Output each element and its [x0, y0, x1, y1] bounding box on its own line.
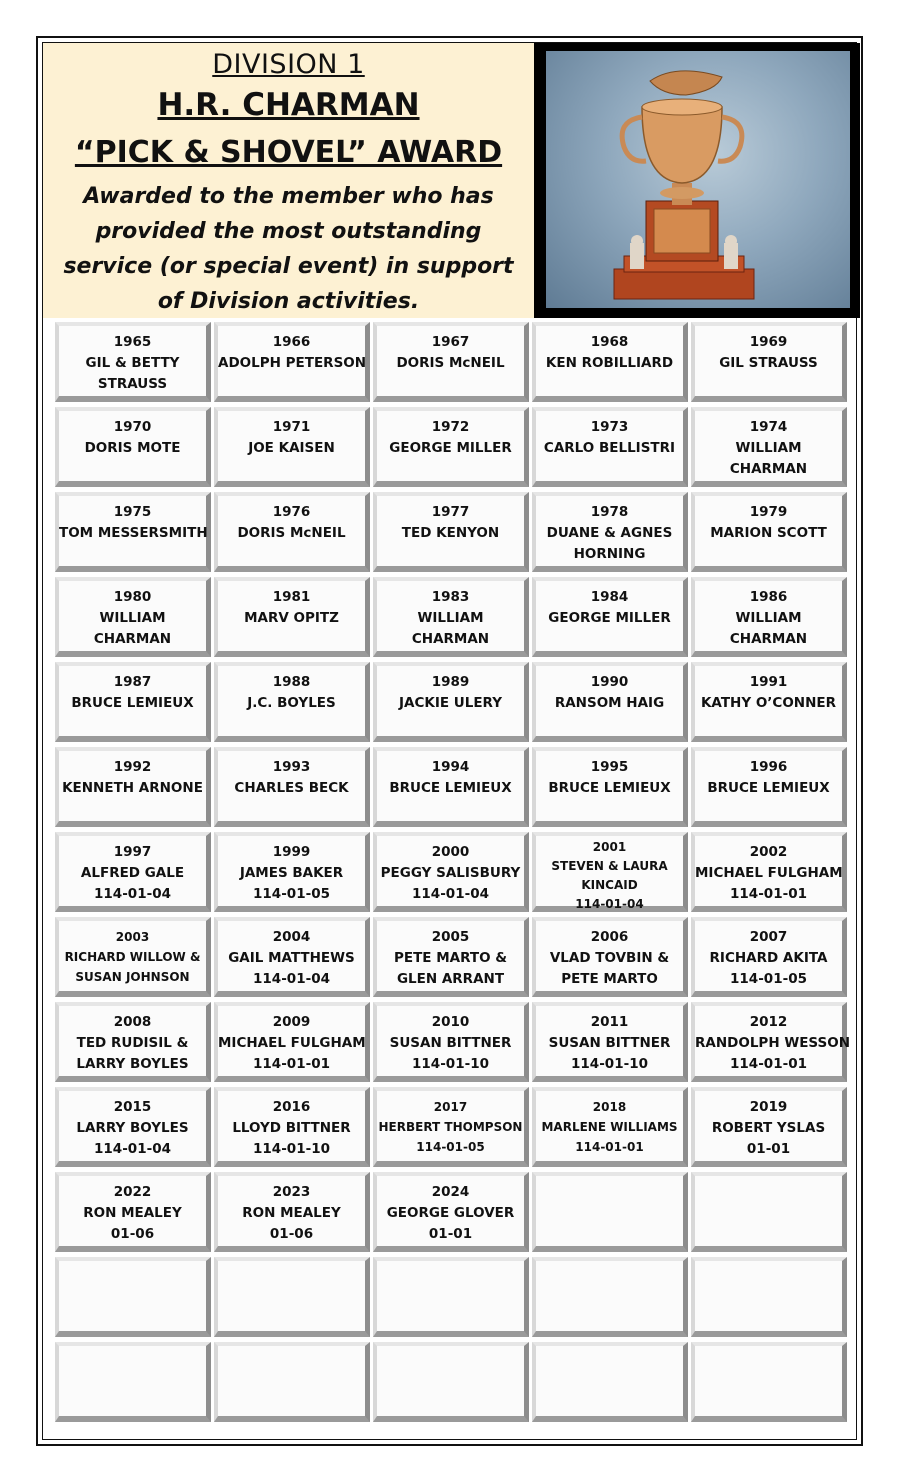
award-recipient: 114-01-04 — [575, 897, 644, 911]
award-cell-text — [536, 1006, 683, 1075]
award-cell-text — [218, 1261, 365, 1267]
award-recipient: KATHY O’CONNER — [700, 695, 837, 711]
award-cell-text — [218, 1091, 365, 1160]
award-cell-text — [377, 751, 524, 799]
award-cell-text — [218, 1346, 365, 1352]
award-recipient: BRUCE LEMIEUX — [71, 695, 194, 711]
award-year: 2004 — [272, 929, 311, 945]
award-year: 2024 — [431, 1184, 470, 1200]
award-recipient: DORIS McNEIL — [237, 525, 346, 541]
award-year: 2006 — [590, 929, 629, 945]
award-cell-text — [218, 836, 365, 905]
award-recipient: JAMES BAKER — [239, 865, 344, 881]
award-cell — [55, 1087, 211, 1167]
award-recipient: MARLENE WILLIAMS — [541, 1120, 678, 1134]
award-year: 2010 — [431, 1014, 470, 1030]
award-cell-empty — [532, 1342, 688, 1422]
award-recipient: TOM MESSERSMITH — [59, 525, 208, 541]
award-recipient: 114-01-04 — [412, 886, 489, 902]
award-recipient: DUANE & AGNES — [546, 525, 673, 541]
award-recipient: 114-01-04 — [253, 971, 330, 987]
award-cell-text — [695, 411, 842, 480]
award-year: 1974 — [749, 419, 788, 435]
award-recipient: PEGGY SALISBURY — [380, 865, 521, 881]
award-recipient: STEVEN & LAURA — [551, 859, 668, 873]
trophy-photo-background — [546, 51, 850, 308]
award-recipient: MARV OPITZ — [244, 610, 339, 626]
award-year: 1995 — [590, 759, 629, 775]
award-recipient: LLOYD BITTNER — [232, 1120, 351, 1136]
award-cell-text — [536, 1176, 683, 1182]
award-year: 2005 — [431, 929, 470, 945]
award-cell-text — [377, 496, 524, 544]
award-cell-text — [59, 496, 206, 544]
award-recipient: PETE MARTO & — [393, 950, 508, 966]
award-year: 2001 — [592, 840, 627, 854]
award-recipient: 01-06 — [110, 1226, 155, 1242]
award-year: 2019 — [749, 1099, 788, 1115]
award-recipient: LARRY BOYLES — [76, 1056, 189, 1072]
award-cell-text — [59, 1261, 206, 1267]
award-cell-text — [59, 1346, 206, 1352]
award-recipient: TED KENYON — [401, 525, 500, 541]
award-cell-text — [695, 1006, 851, 1075]
award-cell — [214, 917, 370, 997]
award-cell — [691, 1087, 847, 1167]
award-recipient: RON MEALEY — [242, 1205, 341, 1221]
award-cell-empty — [532, 1257, 688, 1337]
award-cell-text — [218, 581, 365, 629]
award-year: 1999 — [272, 844, 311, 860]
award-cell-text — [536, 921, 683, 990]
award-year: 1976 — [272, 504, 311, 520]
award-cell — [214, 832, 370, 912]
award-title: “PICK & SHOVEL” AWARD — [74, 135, 503, 170]
award-year: 2012 — [749, 1014, 788, 1030]
award-recipient: CHARLES BECK — [234, 780, 349, 796]
award-cell-text — [377, 1346, 524, 1352]
award-cell — [214, 747, 370, 827]
award-cell — [691, 407, 847, 487]
award-board-inner — [42, 42, 857, 1440]
award-cell — [55, 577, 211, 657]
award-year: 1984 — [590, 589, 629, 605]
award-year: 1980 — [113, 589, 152, 605]
award-cell — [373, 747, 529, 827]
award-cell — [214, 1002, 370, 1082]
award-cell — [373, 832, 529, 912]
award-cell — [532, 1087, 688, 1167]
award-cell-empty — [691, 1342, 847, 1422]
award-cell-text — [695, 666, 842, 714]
award-recipient: 01-01 — [428, 1226, 473, 1242]
award-recipient: KEN ROBILLIARD — [545, 355, 674, 371]
award-cell-empty — [55, 1257, 211, 1337]
award-cell-empty — [373, 1342, 529, 1422]
award-recipient: GIL & BETTY — [85, 355, 180, 371]
award-recipient: J.C. BOYLES — [247, 695, 336, 711]
award-year: 2003 — [115, 930, 150, 944]
award-cell-text — [59, 666, 206, 714]
award-cell-text — [59, 751, 206, 799]
award-cell-empty — [214, 1257, 370, 1337]
award-cell — [691, 662, 847, 742]
award-cell-text — [59, 411, 206, 459]
award-cell-text — [536, 751, 683, 799]
award-year: 2002 — [749, 844, 788, 860]
award-cell-text — [536, 666, 683, 714]
award-cell-text — [59, 836, 206, 905]
award-cell-text — [695, 751, 842, 799]
award-recipient: TED RUDISIL & — [76, 1035, 189, 1051]
award-cell-empty — [691, 1257, 847, 1337]
award-recipient: MARION SCOTT — [710, 525, 827, 541]
award-recipient: DORIS McNEIL — [396, 355, 505, 371]
award-recipient: WILLIAM — [735, 610, 802, 626]
award-cell-text — [695, 1261, 842, 1267]
award-recipient: SUSAN JOHNSON — [75, 970, 190, 984]
award-year: 1989 — [431, 674, 470, 690]
award-recipient: 114-01-01 — [730, 1056, 807, 1072]
award-year: 2016 — [272, 1099, 311, 1115]
award-cell-text — [536, 326, 683, 374]
award-year: 2022 — [113, 1184, 152, 1200]
award-cell — [532, 577, 688, 657]
award-recipient: SUSAN BITTNER — [548, 1035, 671, 1051]
award-year: 2018 — [592, 1100, 627, 1114]
award-year: 1990 — [590, 674, 629, 690]
award-year: 1965 — [113, 334, 152, 350]
award-cell — [55, 747, 211, 827]
award-year: 2007 — [749, 929, 788, 945]
award-cell — [55, 407, 211, 487]
award-recipient: CHARMAN — [729, 461, 808, 477]
award-recipient: ADOLPH PETERSON — [218, 355, 367, 371]
award-recipient: VLAD TOVBIN & — [549, 950, 670, 966]
award-recipient: BRUCE LEMIEUX — [548, 780, 671, 796]
award-recipient: CHARMAN — [411, 631, 490, 647]
award-year: 2011 — [590, 1014, 629, 1030]
award-year: 1981 — [272, 589, 311, 605]
award-cell-text — [536, 836, 683, 914]
award-cell — [532, 1002, 688, 1082]
award-recipient: PETE MARTO — [561, 971, 658, 987]
award-recipient: 114-01-10 — [571, 1056, 648, 1072]
award-recipient: RICHARD AKITA — [709, 950, 828, 966]
award-cell-text — [377, 921, 524, 990]
award-cell — [532, 747, 688, 827]
award-cell — [373, 407, 529, 487]
award-recipient: 114-01-01 — [575, 1140, 644, 1154]
award-cell — [373, 577, 529, 657]
award-cell-text — [695, 581, 842, 650]
award-cell-text — [536, 411, 683, 459]
award-cell — [373, 917, 529, 997]
award-cell-empty — [373, 1257, 529, 1337]
award-year: 2009 — [272, 1014, 311, 1030]
award-cell-text — [218, 326, 365, 374]
award-recipient: 114-01-04 — [94, 1141, 171, 1157]
award-cell-text — [695, 921, 842, 990]
award-header — [43, 43, 534, 318]
award-recipient: LARRY BOYLES — [76, 1120, 189, 1136]
award-cell-text — [218, 1176, 365, 1245]
award-cell-text — [695, 496, 842, 544]
award-recipient: STRAUSS — [97, 376, 168, 392]
award-year: 1979 — [749, 504, 788, 520]
award-cell — [691, 917, 847, 997]
award-cell-text — [695, 1176, 842, 1182]
award-year: 1972 — [431, 419, 470, 435]
award-cell-empty — [691, 1172, 847, 1252]
award-cell-text — [377, 836, 524, 905]
award-cell — [214, 1172, 370, 1252]
award-cell-text — [377, 326, 524, 374]
award-cell — [55, 322, 211, 402]
award-year: 1988 — [272, 674, 311, 690]
award-cell — [691, 492, 847, 572]
award-cell-text — [377, 1006, 524, 1075]
award-cell-text — [536, 581, 683, 629]
award-recipient: MICHAEL FULGHAM — [218, 1035, 366, 1051]
award-cell — [214, 662, 370, 742]
award-recipient: CHARMAN — [93, 631, 172, 647]
award-cell-text — [536, 496, 683, 565]
award-cell-text — [59, 326, 206, 395]
award-year: 2008 — [113, 1014, 152, 1030]
award-year: 2000 — [431, 844, 470, 860]
award-cell — [691, 832, 847, 912]
award-cell — [373, 1087, 529, 1167]
award-year: 1968 — [590, 334, 629, 350]
award-recipient: WILLIAM — [99, 610, 166, 626]
award-cell-text — [695, 326, 842, 374]
award-cell-text — [218, 921, 365, 990]
award-year: 1978 — [590, 504, 629, 520]
award-cell — [373, 1172, 529, 1252]
award-recipient: KINCAID — [581, 878, 638, 892]
award-cell-text — [218, 411, 365, 459]
award-recipient: GAIL MATTHEWS — [228, 950, 355, 966]
award-cell-text — [695, 1346, 842, 1352]
award-year: 1991 — [749, 674, 788, 690]
award-cell — [55, 492, 211, 572]
award-recipient: MICHAEL FULGHAM — [695, 865, 843, 881]
award-cell-text — [377, 1261, 524, 1267]
award-recipient: 01-06 — [269, 1226, 314, 1242]
award-recipient: BRUCE LEMIEUX — [389, 780, 512, 796]
award-year: 1970 — [113, 419, 152, 435]
award-recipient: GEORGE GLOVER — [386, 1205, 515, 1221]
award-cell-text — [377, 666, 524, 714]
award-cell-text — [218, 751, 365, 799]
award-year: 1983 — [431, 589, 470, 605]
award-board — [36, 36, 863, 1446]
award-name: H.R. CHARMAN — [157, 87, 420, 123]
award-year: 1967 — [431, 334, 470, 350]
award-year: 2017 — [433, 1100, 468, 1114]
award-cell — [55, 1002, 211, 1082]
award-year: 1992 — [113, 759, 152, 775]
award-cell-text — [377, 1176, 524, 1245]
award-recipient: 01-01 — [746, 1141, 791, 1157]
award-recipient: GEORGE MILLER — [548, 610, 671, 626]
award-cell-text — [377, 411, 524, 459]
award-cell — [214, 577, 370, 657]
award-cell-text — [536, 1091, 683, 1157]
award-year: 1993 — [272, 759, 311, 775]
award-cell — [55, 662, 211, 742]
award-recipient: 114-01-10 — [253, 1141, 330, 1157]
award-year: 2015 — [113, 1099, 152, 1115]
award-cell-text — [59, 1006, 206, 1075]
award-recipient: RANSOM HAIG — [554, 695, 665, 711]
trophy-photo — [534, 43, 860, 318]
award-recipient: 114-01-05 — [416, 1140, 485, 1154]
award-year: 1986 — [749, 589, 788, 605]
award-recipient: SUSAN BITTNER — [389, 1035, 512, 1051]
award-recipient: DORIS MOTE — [84, 440, 181, 456]
award-year: 1975 — [113, 504, 152, 520]
award-cell-text — [377, 581, 524, 650]
award-cell — [214, 1087, 370, 1167]
award-year: 1966 — [272, 334, 311, 350]
award-recipient: GEORGE MILLER — [389, 440, 512, 456]
award-cell-text — [536, 1346, 683, 1352]
award-cell — [214, 322, 370, 402]
award-recipient: 114-01-05 — [253, 886, 330, 902]
award-year: 1971 — [272, 419, 311, 435]
award-cell — [373, 1002, 529, 1082]
award-cell-empty — [532, 1172, 688, 1252]
award-year: 1996 — [749, 759, 788, 775]
award-recipient: BRUCE LEMIEUX — [707, 780, 830, 796]
award-cell — [532, 832, 688, 912]
award-recipient: ROBERT YSLAS — [711, 1120, 826, 1136]
award-cell — [532, 492, 688, 572]
award-cell — [691, 1002, 851, 1082]
award-year: 1987 — [113, 674, 152, 690]
award-cell — [373, 492, 529, 572]
award-cell — [691, 322, 847, 402]
award-description: Awarded to the member who has provided the most outstanding service (or special event) in support of Division activities. — [63, 184, 514, 314]
division-title: DIVISION 1 — [212, 49, 365, 80]
award-year: 2023 — [272, 1184, 311, 1200]
award-cell — [532, 917, 688, 997]
award-recipient: WILLIAM — [735, 440, 802, 456]
award-year: 1977 — [431, 504, 470, 520]
award-recipient: RON MEALEY — [83, 1205, 182, 1221]
award-cell-text — [59, 1176, 206, 1245]
award-recipient: RICHARD WILLOW & — [64, 950, 201, 964]
award-cell — [373, 662, 529, 742]
award-cell — [532, 662, 688, 742]
award-year: 1997 — [113, 844, 152, 860]
award-recipient: JACKIE ULERY — [398, 695, 502, 711]
award-recipient: 114-01-05 — [730, 971, 807, 987]
award-cell — [55, 1172, 211, 1252]
award-recipient: HERBERT THOMPSON — [378, 1120, 523, 1134]
award-cell-text — [218, 666, 365, 714]
award-cell — [691, 747, 847, 827]
award-recipient: RANDOLPH WESSON — [695, 1035, 851, 1051]
award-cell-empty — [214, 1342, 370, 1422]
award-recipient: GIL STRAUSS — [719, 355, 818, 371]
award-cell — [55, 917, 211, 997]
award-recipient: 114-01-01 — [253, 1056, 330, 1072]
award-recipient: 114-01-01 — [730, 886, 807, 902]
award-recipient: CHARMAN — [729, 631, 808, 647]
award-cell — [214, 407, 370, 487]
award-cell-text — [377, 1091, 524, 1157]
award-recipient: ALFRED GALE — [80, 865, 185, 881]
award-cell — [55, 832, 211, 912]
award-cell — [532, 407, 688, 487]
award-cell — [691, 577, 847, 657]
award-recipient: CARLO BELLISTRI — [543, 440, 676, 456]
award-year: 1973 — [590, 419, 629, 435]
award-cell-text — [218, 1006, 365, 1075]
award-recipient: 114-01-10 — [412, 1056, 489, 1072]
award-cell-text — [536, 1261, 683, 1267]
award-recipient: JOE KAISEN — [248, 440, 335, 456]
trophy-icon — [546, 51, 850, 308]
award-cell-text — [218, 496, 365, 544]
award-cell — [373, 322, 529, 402]
award-cell-empty — [55, 1342, 211, 1422]
award-grid — [55, 322, 850, 1429]
award-cell — [532, 322, 688, 402]
award-recipient: 114-01-04 — [94, 886, 171, 902]
award-cell — [214, 492, 370, 572]
award-recipient: HORNING — [573, 546, 646, 562]
award-year: 1969 — [749, 334, 788, 350]
award-recipient: KENNETH ARNONE — [62, 780, 203, 796]
award-cell-text — [695, 1091, 842, 1160]
award-recipient: WILLIAM — [417, 610, 484, 626]
award-cell-text — [695, 836, 842, 905]
award-year: 1994 — [431, 759, 470, 775]
award-cell-text — [59, 1091, 206, 1160]
award-recipient: GLEN ARRANT — [396, 971, 505, 987]
award-cell-text — [59, 581, 206, 650]
award-cell-text — [59, 921, 206, 987]
